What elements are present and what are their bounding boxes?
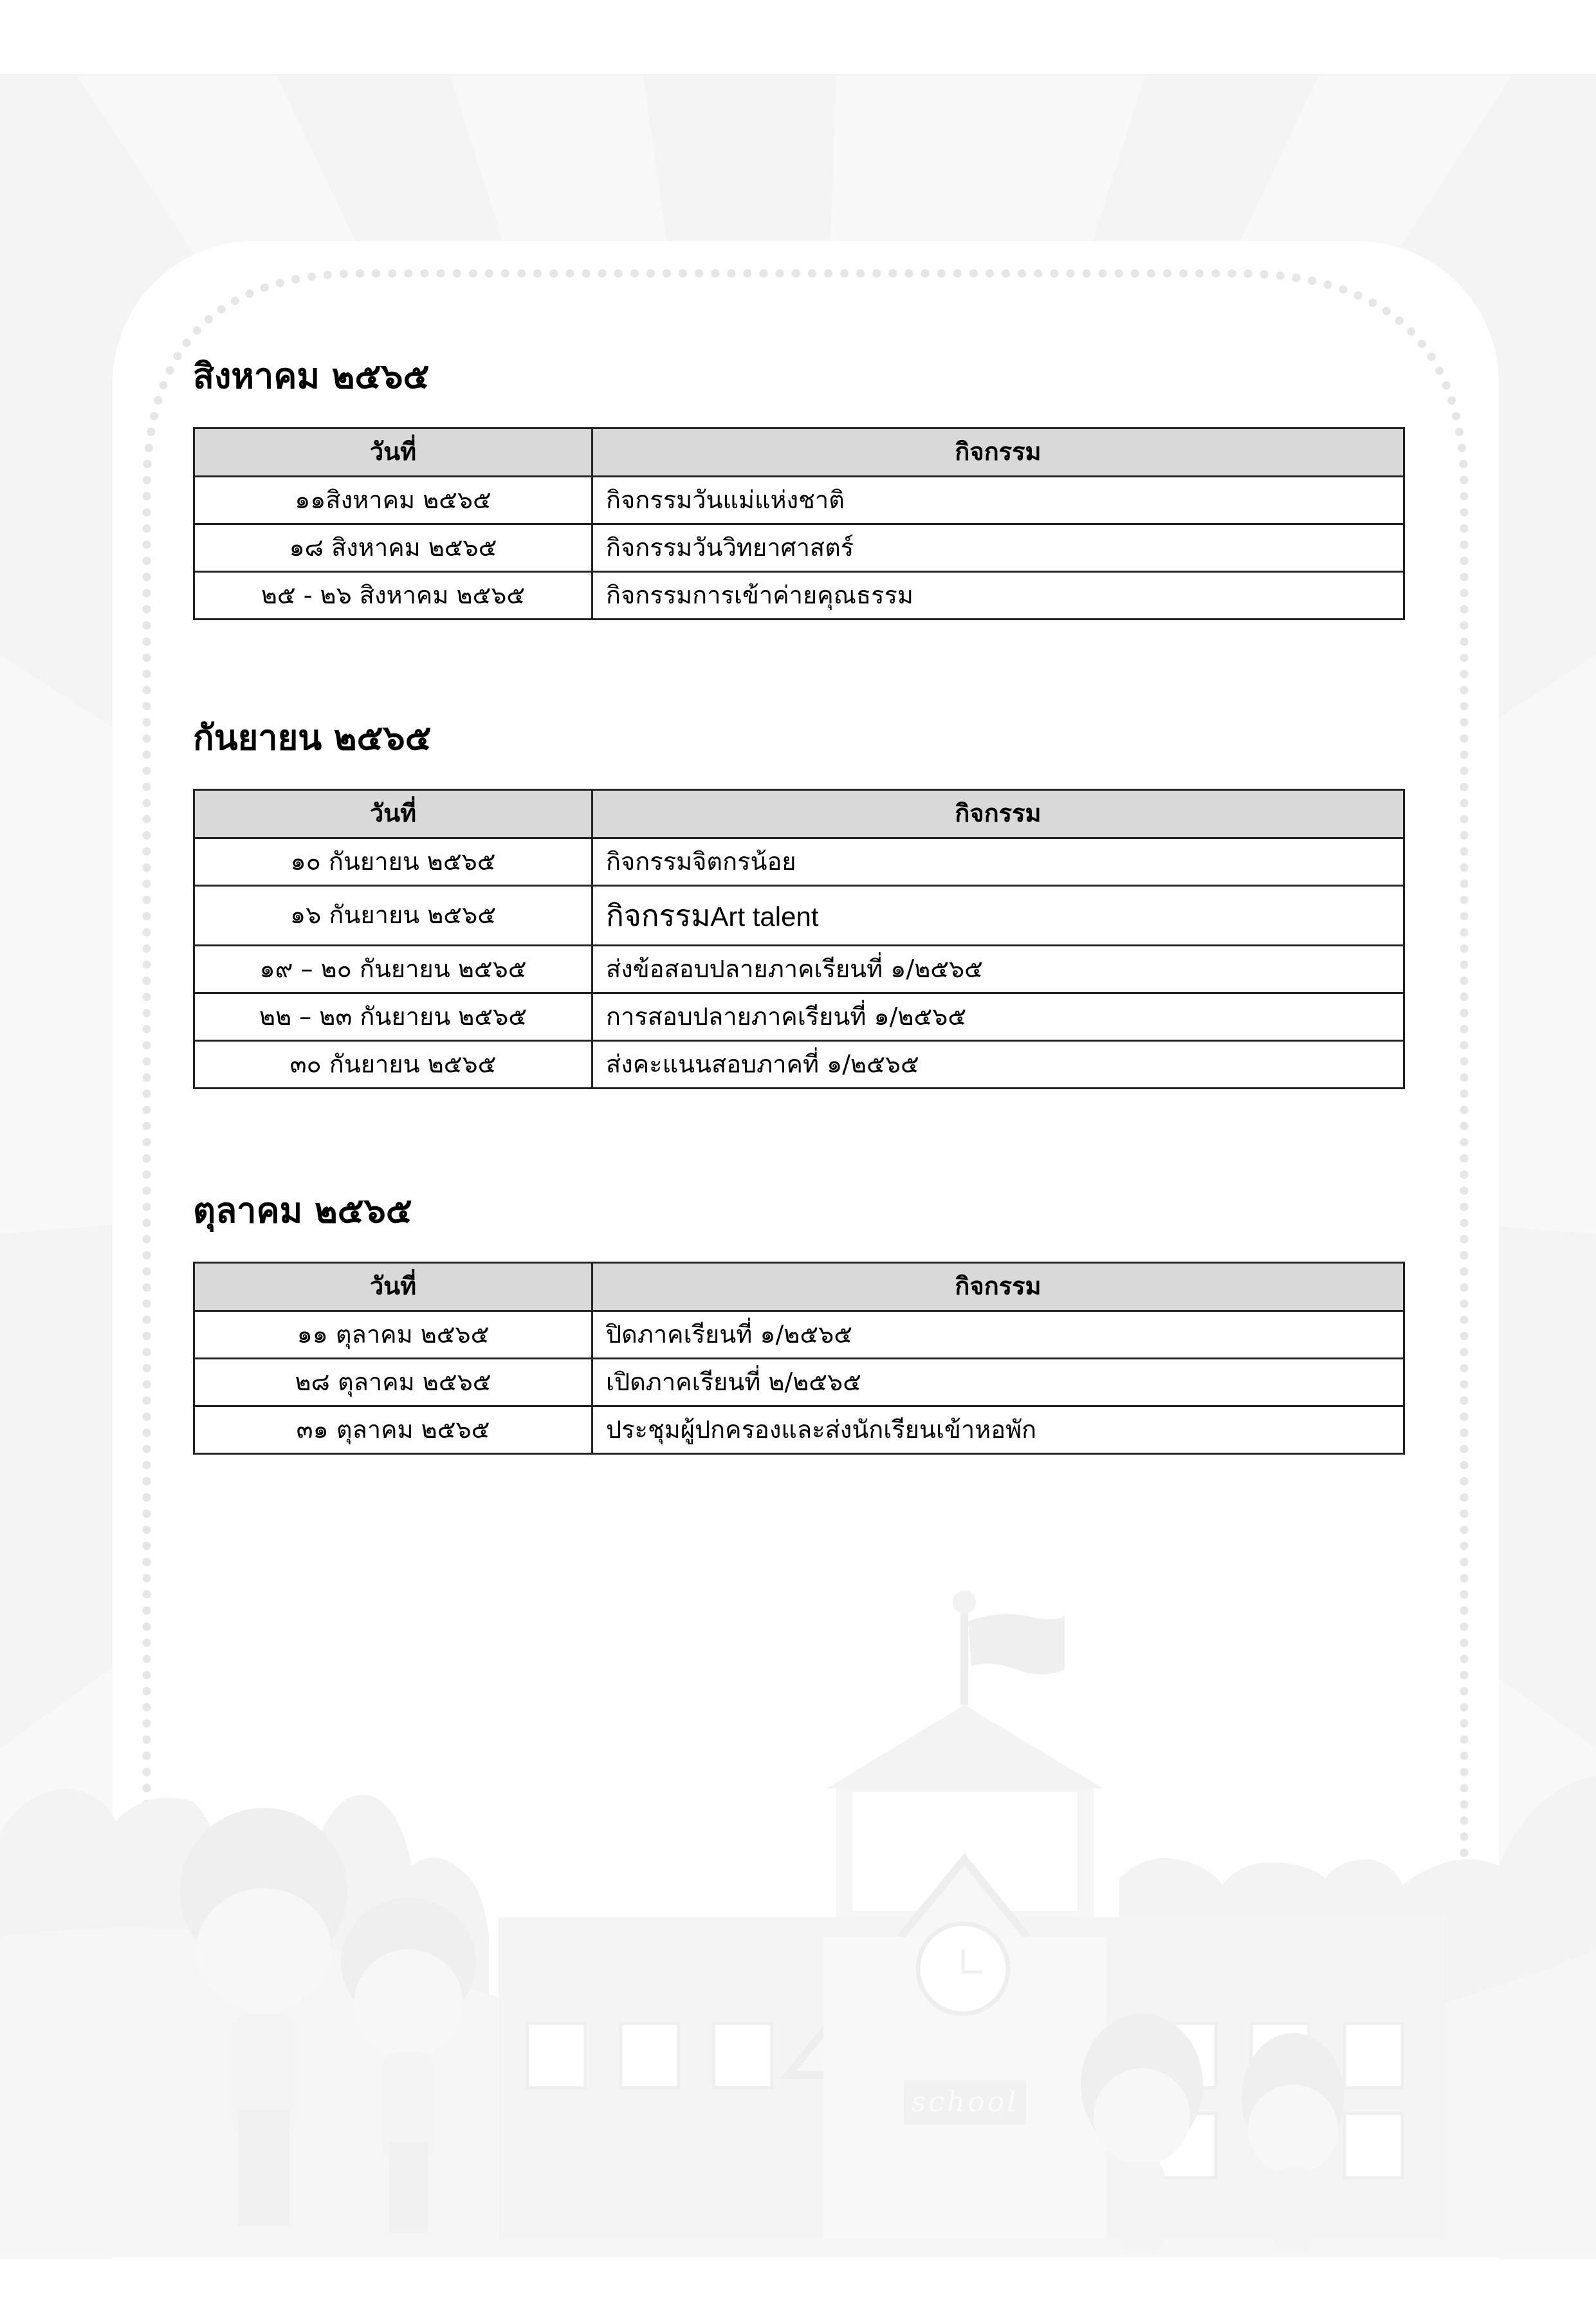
legs [238, 2110, 289, 2226]
face [1248, 2084, 1338, 2175]
table-row [194, 524, 1404, 572]
body [1119, 2162, 1164, 2252]
face [354, 1949, 463, 2059]
month-title-august: สิงหาคม ๒๕๖๕ [193, 356, 430, 396]
activity-cell: ส่งข้อสอบปลายภาคเรียนที่ ๑/๒๕๖๕ [592, 946, 1404, 993]
window [714, 2023, 772, 2088]
activity-thai-text: กิจกรรม [606, 897, 711, 933]
face [196, 1888, 331, 2010]
window [1344, 2023, 1402, 2088]
window [621, 2023, 679, 2088]
table-row [194, 993, 1404, 1041]
date-cell: ๑๙ – ๒๐ กันยายน ๒๕๖๕ [194, 946, 592, 993]
activity-cell: ประชุมผู้ปกครองและส่งนักเรียนเข้าหอพัก [592, 1406, 1404, 1454]
activity-cell: กิจกรรมวันแม่แห่งชาติ [592, 477, 1404, 524]
table-row [194, 838, 1404, 886]
table-row [194, 1041, 1404, 1089]
month-title-october: ตุลาคม ๒๕๖๕ [193, 1190, 412, 1231]
activity-cell: กิจกรรมจิตกรน้อย [592, 838, 1404, 886]
date-cell: ๑๖ กันยายน ๒๕๖๕ [194, 886, 592, 946]
table-row [194, 886, 1404, 946]
column-header-date: วันที่ [194, 428, 592, 477]
activity-cell: เปิดภาคเรียนที่ ๒/๒๕๖๕ [592, 1359, 1404, 1406]
school-sign: school [904, 2080, 1026, 2125]
schedule-table-september [193, 789, 1405, 1089]
face [1094, 2068, 1190, 2165]
table-header-row [194, 790, 1404, 838]
table-row [194, 1406, 1404, 1454]
date-cell: ๓๐ กันยายน ๒๕๖๕ [194, 1041, 592, 1089]
date-cell: ๒๒ – ๒๓ กันยายน ๒๕๖๕ [194, 993, 592, 1041]
column-header-activity: กิจกรรม [592, 790, 1404, 838]
date-cell: ๑๘ สิงหาคม ๒๕๖๕ [194, 524, 592, 572]
activity-latin-text: Art talent [710, 901, 819, 932]
window [1344, 2113, 1402, 2178]
activity-cell: ปิดภาคเรียนที่ ๑/๒๕๖๕ [592, 1311, 1404, 1359]
body [1274, 2168, 1312, 2252]
column-header-activity: กิจกรรม [592, 428, 1404, 477]
date-cell: ๑๐ กันยายน ๒๕๖๕ [194, 838, 592, 886]
window [527, 2023, 585, 2088]
date-cell: ๒๘ ตุลาคม ๒๕๖๕ [194, 1359, 592, 1406]
table-row [194, 1311, 1404, 1359]
activity-cell: กิจกรรมวันวิทยาศาสตร์ [592, 524, 1404, 572]
column-header-activity: กิจกรรม [592, 1263, 1404, 1311]
school-illustration [0, 1576, 1596, 2258]
legs [389, 2142, 428, 2232]
table-row [194, 477, 1404, 524]
table-header-row [194, 1263, 1404, 1311]
activity-cell: ส่งคะแนนสอบภาคที่ ๑/๒๕๖๕ [592, 1041, 1404, 1089]
date-cell: ๓๑ ตุลาคม ๒๕๖๕ [194, 1406, 592, 1454]
tower-roof [827, 1705, 1103, 1789]
table-row [194, 1359, 1404, 1406]
table-row [194, 572, 1404, 620]
column-header-date: วันที่ [194, 790, 592, 838]
flagpole [960, 1602, 968, 1705]
table-header-row [194, 428, 1404, 477]
month-title-september: กันยายน ๒๕๖๕ [193, 717, 432, 758]
column-header-date: วันที่ [194, 1263, 592, 1311]
flagpole-top [953, 1590, 976, 1614]
date-cell: ๒๕ - ๒๖ สิงหาคม ๒๕๖๕ [194, 572, 592, 620]
table-row [194, 946, 1404, 993]
schedule-table-august [193, 427, 1405, 620]
activity-cell: กิจกรรมการเข้าค่ายคุณธรรม [592, 572, 1404, 620]
activity-cell [592, 886, 1404, 946]
date-cell: ๑๑ ตุลาคม ๒๕๖๕ [194, 1311, 592, 1359]
flag [968, 1614, 1065, 1675]
activity-cell: การสอบปลายภาคเรียนที่ ๑/๒๕๖๕ [592, 993, 1404, 1041]
schedule-table-october [193, 1262, 1405, 1455]
date-cell: ๑๑สิงหาคม ๒๕๖๕ [194, 477, 592, 524]
